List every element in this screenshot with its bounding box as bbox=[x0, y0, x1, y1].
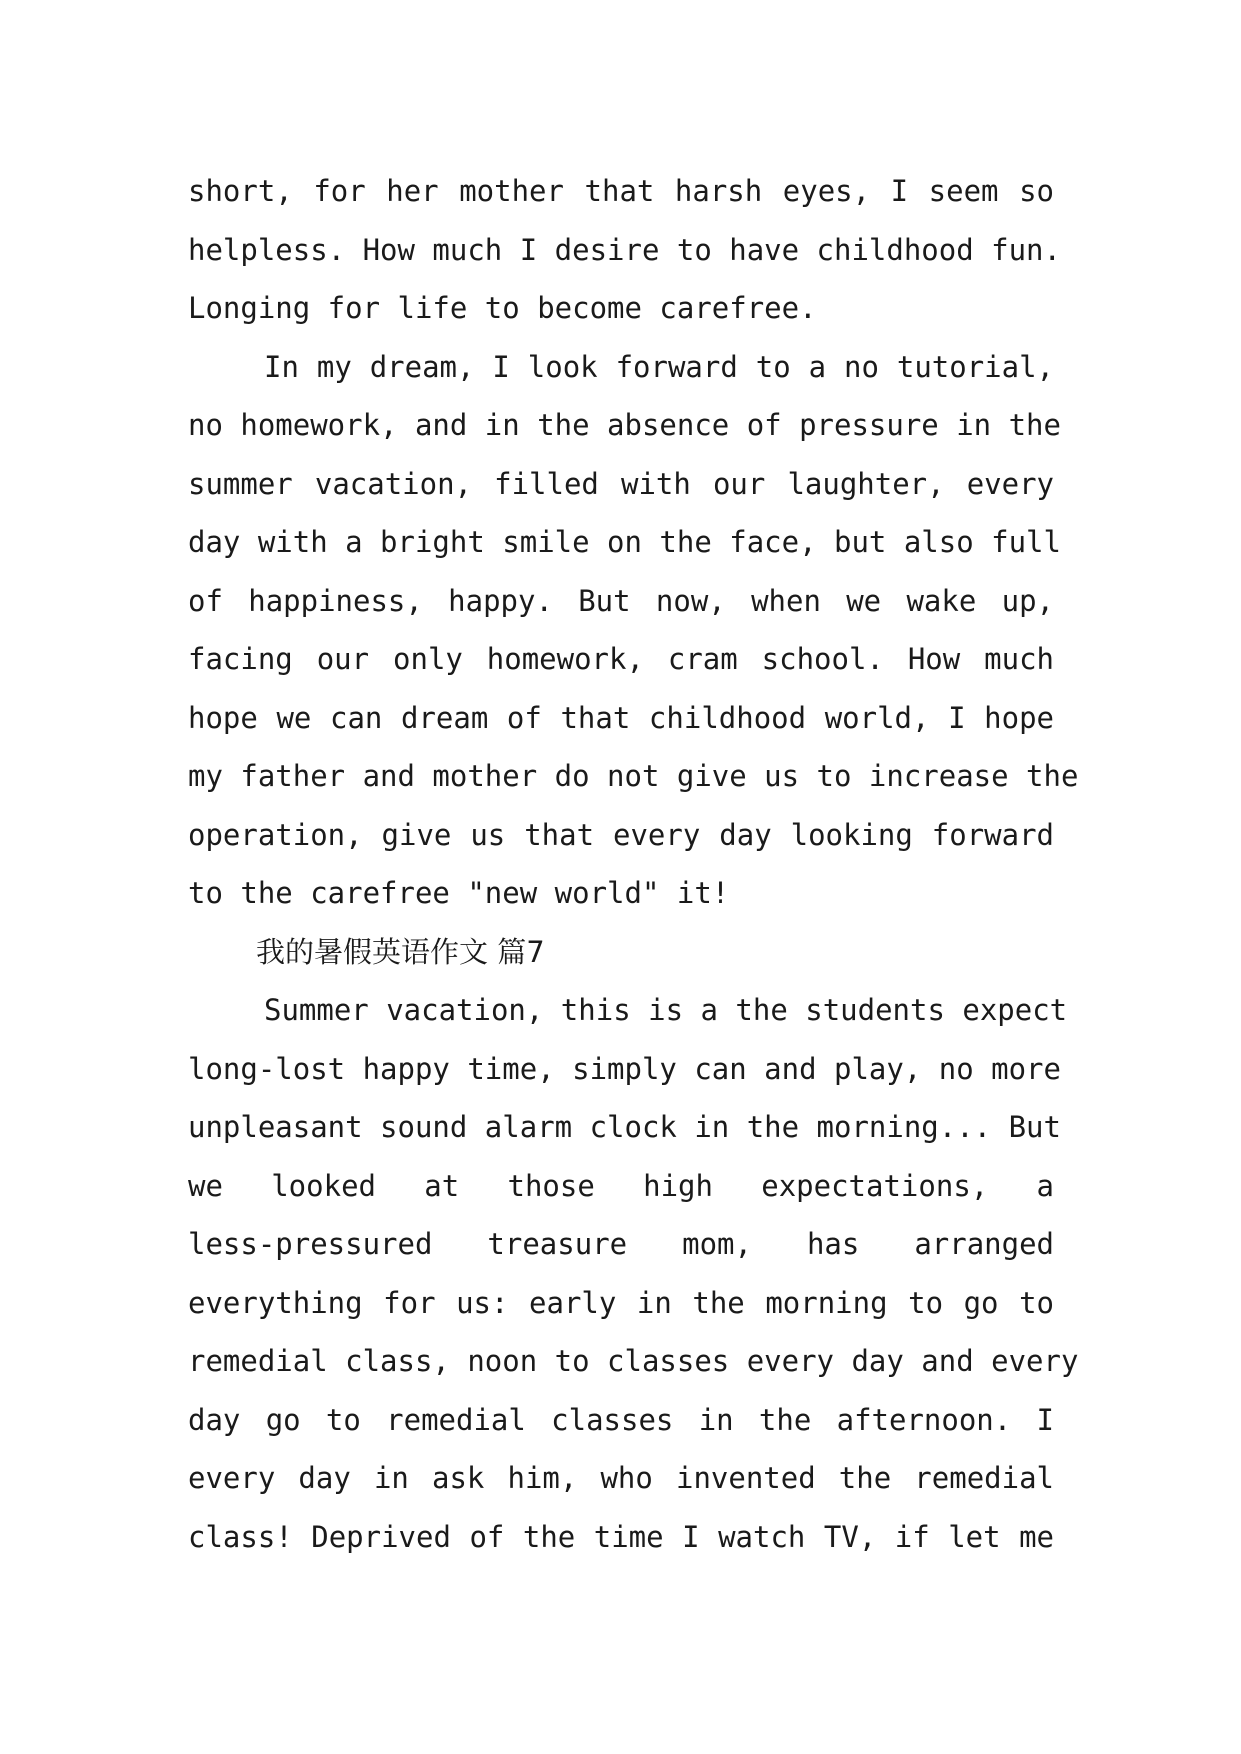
paragraph-start-line: In my dream, I look forward to a no tutorial, bbox=[264, 349, 1054, 384]
text-line: remedial class, noon to classes every day and every bbox=[188, 1344, 1079, 1378]
text-line: every day in ask him, who invented the remedial bbox=[188, 1461, 1054, 1495]
text-line: my father and mother do not give us to increase the bbox=[188, 759, 1079, 793]
text-line: to the carefree "new world" it! bbox=[188, 876, 730, 910]
text-line: class! Deprived of the time I watch TV, if let me bbox=[188, 1519, 1054, 1554]
text-line: day with a bright smile on the face, but also full bbox=[188, 525, 1061, 559]
text-line: summer vacation, filled with our laughter, every bbox=[188, 466, 1054, 501]
text-line: hope we can dream of that childhood world, I hope bbox=[188, 700, 1054, 735]
section-heading: 我的暑假英语作文 篇7 bbox=[256, 934, 545, 969]
essay-text bbox=[188, 162, 1079, 1566]
paragraph-start-line: Summer vacation, this is a the students expect bbox=[264, 993, 1068, 1027]
text-line: everything for us: early in the morning to go to bbox=[188, 1285, 1054, 1320]
text-line: less-pressured treasure mom, has arranged bbox=[188, 1227, 1054, 1261]
text-line: long-lost happy time, simply can and play, no more bbox=[188, 1051, 1061, 1086]
text-line: Longing for life to become carefree. bbox=[188, 291, 817, 325]
text-line: short, for her mother that harsh eyes, I seem so bbox=[188, 174, 1054, 208]
text-line: operation, give us that every day looking forward bbox=[188, 817, 1054, 852]
text-line: no homework, and in the absence of pressure in the bbox=[188, 408, 1061, 442]
text-line: of happiness, happy. But now, when we wake up, bbox=[188, 583, 1054, 618]
text-line: day go to remedial classes in the afternoon. I bbox=[188, 1402, 1054, 1437]
text-line: helpless. How much I desire to have childhood fun. bbox=[188, 232, 1061, 267]
text-line: we looked at those high expectations, a bbox=[188, 1168, 1054, 1203]
text-line: unpleasant sound alarm clock in the morning... But bbox=[188, 1110, 1061, 1144]
text-line: facing our only homework, cram school. How much bbox=[188, 642, 1054, 676]
